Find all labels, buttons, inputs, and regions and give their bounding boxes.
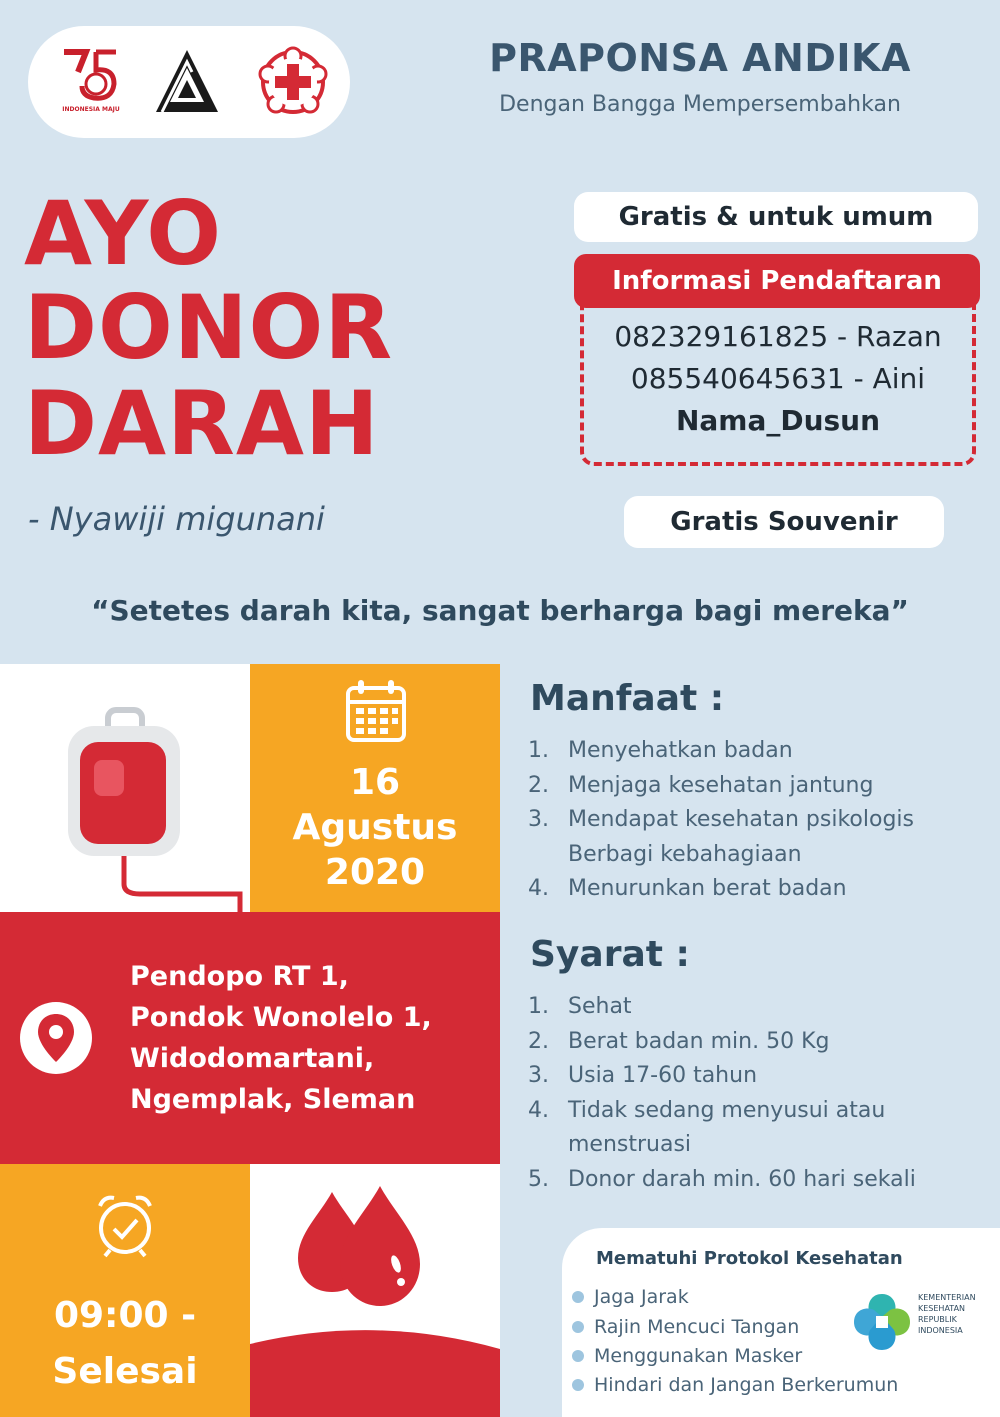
list-item-text: Sehat bbox=[568, 994, 632, 1019]
list-item-line: Tidak sedang menyusui atau bbox=[568, 1097, 886, 1123]
list-item-line: menstruasi bbox=[568, 1132, 692, 1157]
manfaat-title: Manfaat : bbox=[530, 678, 725, 719]
list-item-number: 4. bbox=[528, 876, 549, 901]
slogan: - Nyawiji migunani bbox=[28, 500, 325, 538]
list-item-text: Menurunkan berat badan bbox=[568, 876, 847, 901]
blood-drop-cell bbox=[250, 1164, 500, 1417]
kemenkes-line: REPUBLIK bbox=[918, 1315, 957, 1324]
manfaat-list bbox=[528, 734, 988, 907]
syarat-list bbox=[528, 990, 988, 1197]
souvenir-badge: Gratis Souvenir bbox=[624, 496, 944, 548]
bullet-dot-icon bbox=[572, 1379, 584, 1391]
kemenkes-line: KEMENTERIAN bbox=[918, 1293, 976, 1302]
bullet-dot-icon bbox=[572, 1350, 584, 1362]
list-item bbox=[528, 769, 988, 804]
list-item bbox=[528, 1094, 988, 1163]
headline-line-3: DARAH bbox=[24, 372, 380, 475]
location-line-3: Widodomartani, bbox=[130, 1043, 375, 1074]
headline-line-2: DONOR bbox=[24, 276, 394, 379]
list-item-text: Berat badan min. 50 Kg bbox=[568, 1028, 830, 1054]
list-item bbox=[528, 803, 988, 872]
bullet-dot-icon bbox=[572, 1321, 584, 1333]
headline-line-1: AYO bbox=[24, 182, 223, 285]
list-item bbox=[528, 990, 988, 1025]
calendar-icon bbox=[344, 678, 408, 744]
registration-phone-1: 082329161825 - Razan bbox=[614, 320, 942, 353]
list-item-line: Mendapat kesehatan psikologis bbox=[568, 807, 914, 832]
list-item bbox=[528, 1163, 988, 1198]
protocol-item-text: Jaga Jarak bbox=[594, 1286, 689, 1308]
protocol-item-text: Menggunakan Masker bbox=[594, 1345, 803, 1367]
location-line-1: Pendopo RT 1, bbox=[130, 961, 349, 992]
protocol-item bbox=[572, 1345, 802, 1367]
list-item-line: Berbagi kebahagiaan bbox=[568, 841, 802, 867]
kemenkes-logo-text bbox=[918, 1292, 998, 1336]
list-item-number: 1. bbox=[528, 994, 549, 1019]
org-subtitle: Dengan Bangga Mempersembahkan bbox=[499, 92, 901, 117]
logo-75-caption: INDONESIA MAJU bbox=[62, 106, 120, 113]
blood-drop-icon bbox=[250, 1164, 500, 1417]
list-item-number: 2. bbox=[528, 1028, 549, 1054]
logo-pill bbox=[28, 26, 350, 138]
time-cell bbox=[0, 1164, 250, 1417]
location-line-4: Ngemplak, Sleman bbox=[130, 1084, 416, 1115]
blood-bag-icon bbox=[0, 664, 250, 912]
event-time-start: 09:00 - bbox=[53, 1295, 197, 1336]
list-item-text bbox=[568, 803, 914, 872]
ri-75-logo-icon bbox=[56, 46, 126, 118]
kemenkes-line: INDONESIA bbox=[918, 1326, 963, 1335]
list-item-number: 3. bbox=[528, 1063, 549, 1088]
location-cell bbox=[0, 912, 500, 1164]
list-item-text bbox=[568, 1094, 885, 1163]
list-item-number: 5. bbox=[528, 1166, 549, 1192]
event-date-day: 16 bbox=[349, 762, 401, 803]
protocol-item-text: Hindari dan Jangan Berkerumun bbox=[594, 1374, 899, 1396]
event-date bbox=[250, 760, 500, 895]
location-line-2: Pondok Wonolelo 1, bbox=[130, 1002, 432, 1033]
registration-title: Informasi Pendaftaran bbox=[574, 254, 980, 308]
protocol-item bbox=[572, 1286, 689, 1308]
list-item-text: Usia 17-60 tahun bbox=[568, 1063, 758, 1088]
list-item-number: 2. bbox=[528, 772, 549, 798]
event-location bbox=[130, 956, 490, 1120]
list-item-text: Menjaga kesehatan jantung bbox=[568, 772, 874, 798]
protocol-item bbox=[572, 1374, 898, 1396]
event-time-end: Selesai bbox=[52, 1351, 198, 1392]
list-item bbox=[528, 1025, 988, 1060]
list-item bbox=[528, 734, 988, 769]
protocol-card bbox=[562, 1228, 1000, 1417]
list-item bbox=[528, 1059, 988, 1094]
list-item-text: Donor darah min. 60 hari sekali bbox=[568, 1166, 916, 1192]
event-date-month: Agustus bbox=[292, 807, 458, 848]
free-public-badge: Gratis & untuk umum bbox=[574, 192, 978, 242]
protocol-item-text: Rajin Mencuci Tangan bbox=[594, 1316, 800, 1338]
triangle-logo-icon bbox=[152, 46, 222, 118]
quote: “Setetes darah kita, sangat berharga bagi mereka” bbox=[91, 594, 909, 627]
registration-dusun: Nama_Dusun bbox=[675, 404, 881, 437]
syarat-title: Syarat : bbox=[530, 934, 690, 975]
date-cell bbox=[250, 664, 500, 912]
location-pin-icon bbox=[18, 1000, 94, 1076]
event-date-year: 2020 bbox=[324, 852, 426, 893]
protocol-item bbox=[572, 1316, 799, 1338]
list-item-text: Menyehatkan badan bbox=[568, 738, 793, 763]
list-item-number: 1. bbox=[528, 738, 549, 763]
bullet-dot-icon bbox=[572, 1291, 584, 1303]
list-item bbox=[528, 872, 988, 907]
list-item-number: 3. bbox=[528, 807, 549, 832]
registration-phone-2: 085540645631 - Aini bbox=[630, 362, 926, 395]
list-item-number: 4. bbox=[528, 1097, 549, 1123]
org-name: PRAPONSA ANDIKA bbox=[489, 36, 911, 80]
event-time bbox=[0, 1288, 250, 1400]
blood-bag-cell bbox=[0, 664, 250, 912]
alarm-clock-icon bbox=[92, 1192, 158, 1258]
red-cross-logo-icon bbox=[258, 46, 328, 118]
kemenkes-logo-icon bbox=[848, 1288, 916, 1356]
protocol-title: Mematuhi Protokol Kesehatan bbox=[596, 1248, 903, 1269]
kemenkes-line: KESEHATAN bbox=[918, 1304, 966, 1313]
